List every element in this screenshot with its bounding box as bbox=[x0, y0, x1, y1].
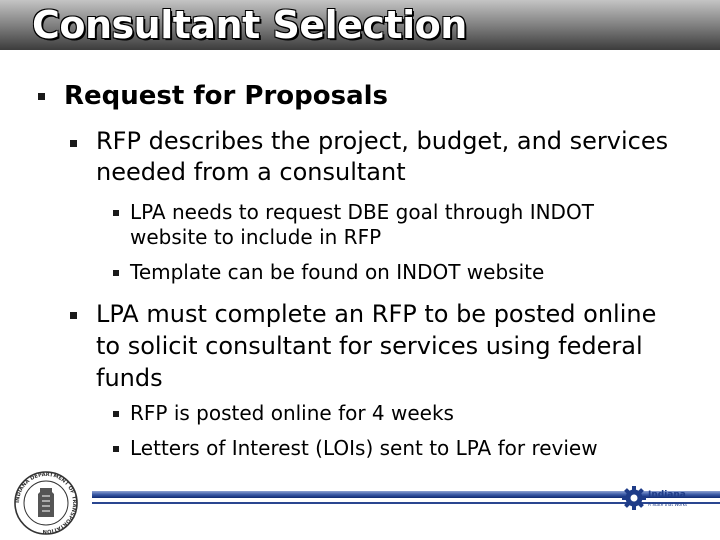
bullet-b-line2: to solicit consultant for services using federal bbox=[96, 332, 643, 360]
bullet-a-line1: RFP describes the project, budget, and services bbox=[96, 127, 669, 155]
bullet-b-sub2: Letters of Interest (LOIs) sent to LPA for review bbox=[130, 436, 598, 460]
bullet-a-sub1-line1: LPA needs to request DBE goal through INDOT bbox=[130, 200, 594, 224]
sub-bullet-marker bbox=[113, 270, 119, 276]
heading-request-for-proposals: Request for Proposals bbox=[64, 81, 389, 111]
bullet-a-sub1-line2: website to include in RFP bbox=[130, 225, 382, 249]
svg-text:Indiana: Indiana bbox=[648, 490, 686, 500]
bullet-b-line3: funds bbox=[96, 364, 163, 392]
bullet-marker bbox=[70, 312, 77, 319]
svg-text:A State that Works: A State that Works bbox=[648, 502, 688, 507]
bullet-a-line2: needed from a consultant bbox=[96, 158, 406, 186]
bullet-a-sub2: Template can be found on INDOT website bbox=[130, 260, 545, 284]
slide-title: Consultant Selection bbox=[32, 3, 467, 47]
sub-bullet-marker bbox=[113, 446, 119, 452]
indiana-gear-icon bbox=[622, 484, 694, 512]
bullet-b-sub1: RFP is posted online for 4 weeks bbox=[130, 401, 454, 425]
indot-seal-icon bbox=[6, 470, 86, 536]
bullet-b-line1: LPA must complete an RFP to be posted online bbox=[96, 300, 657, 328]
svg-text:INDIANA DEPARTMENT OF TRANSPOR: INDIANA DEPARTMENT OF TRANSPORTATION bbox=[14, 471, 78, 535]
sub-bullet-marker bbox=[113, 411, 119, 417]
bullet-marker bbox=[70, 140, 77, 147]
sub-bullet-marker bbox=[113, 210, 119, 216]
bullet-marker bbox=[38, 93, 45, 100]
